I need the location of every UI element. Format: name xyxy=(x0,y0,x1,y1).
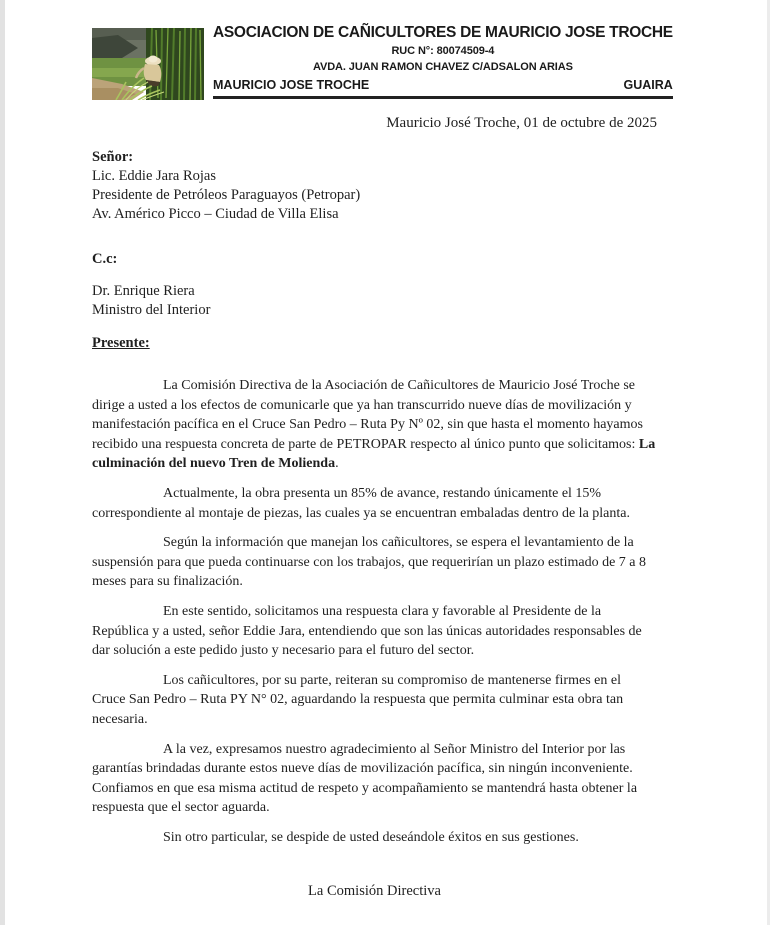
cc-title: Ministro del Interior xyxy=(92,302,211,318)
cc-lines xyxy=(92,282,657,320)
paragraph-3: Según la información que manejan los cañicultores, se espera el levantamiento de la suspensión para que pueda continuarse con los trabajos, que requerirían un plazo estimado de 7 a 8 meses para su finalización. xyxy=(92,535,646,590)
paragraph-4: En este sentido, solicitamos una respuesta clara y favorable al Presidente de la República y a usted, señor Eddie Jara, entendiendo que son las únicas autoridades responsables de dar solución a este pedido justo y necesario para el futuro del sector. xyxy=(92,603,642,659)
recipient-salutation: Señor: xyxy=(92,149,134,165)
paragraph-1-bold-request: La culminación del nuevo Tren de Molienda xyxy=(92,436,656,472)
sugarcane-field-photo xyxy=(92,28,204,100)
paragraph-5: Los cañicultores, por su parte, reiteran su compromiso de mantenerse firmes en el Cruce San Pedro – Ruta PY N° 02, aguardando la respuesta que permita culminar esta obra tan necesaria. xyxy=(92,672,624,727)
date-line: Mauricio José Troche, 01 de octubre de 2025 xyxy=(386,115,657,131)
recipient-name: Lic. Eddie Jara Rojas xyxy=(92,168,217,184)
city-department-row xyxy=(213,78,673,93)
organization-address: AVDA. JUAN RAMON CHAVEZ C/ADSALON ARIAS xyxy=(312,61,573,73)
letterhead-text xyxy=(213,24,673,99)
recipient-address: Av. Américo Picco – Ciudad de Villa Elisa xyxy=(92,206,339,222)
paragraph-1 xyxy=(92,376,657,474)
letter-body xyxy=(92,376,657,847)
recipient-block xyxy=(92,148,657,224)
closing-signature: La Comisión Directiva xyxy=(308,883,441,900)
department-name: GUAIRA xyxy=(623,78,673,92)
cc-name: Dr. Enrique Riera xyxy=(92,283,195,299)
letterhead xyxy=(92,24,673,100)
city-name: MAURICIO JOSE TROCHE xyxy=(213,78,370,92)
sugarcane-field-illustration xyxy=(92,28,204,100)
organization-name: ASOCIACION DE CAÑICULTORES DE MAURICIO JOSE TROCHE xyxy=(213,24,673,41)
cc-block xyxy=(92,250,657,320)
recipient-title: Presidente de Petróleos Paraguayos (Petropar) xyxy=(92,187,361,203)
ruc-number: RUC N°: 80074509-4 xyxy=(391,45,495,57)
paragraph-7: Sin otro particular, se despide de usted deseándole éxitos en sus gestiones. xyxy=(163,829,579,845)
paragraph-2: Actualmente, la obra presenta un 85% de avance, restando únicamente el 15% correspondiente al montaje de piezas, las cuales ya se encuentran embaladas dentro de la planta. xyxy=(92,485,630,521)
presente-label: Presente: xyxy=(92,335,150,351)
cc-label: C.c: xyxy=(92,251,118,267)
paragraph-1-period: . xyxy=(335,456,339,472)
paragraph-1-text: La Comisión Directiva de la Asociación de Cañicultores de Mauricio José Troche se dirige a usted a los efectos de comunicarle que ya han transcurrido nueve días de movilización y manifestación pacífica en el Cruce San Pedro – Ruta Py Nº 02, sin que hasta el momento hayamos recibido una respuesta concreta de parte de PETROPAR respecto al único punto que solicitamos: xyxy=(92,378,643,452)
paragraph-6: A la vez, expresamos nuestro agradecimiento al Señor Ministro del Interior por las garantías brindadas durante estos nueve días de movilización pacífica, sin ningún inconveniente. Confiamos en que esa misma actitud de respeto y acompañamiento se mantendrá hasta obtener la respuesta que el sector aguarda. xyxy=(92,741,638,816)
